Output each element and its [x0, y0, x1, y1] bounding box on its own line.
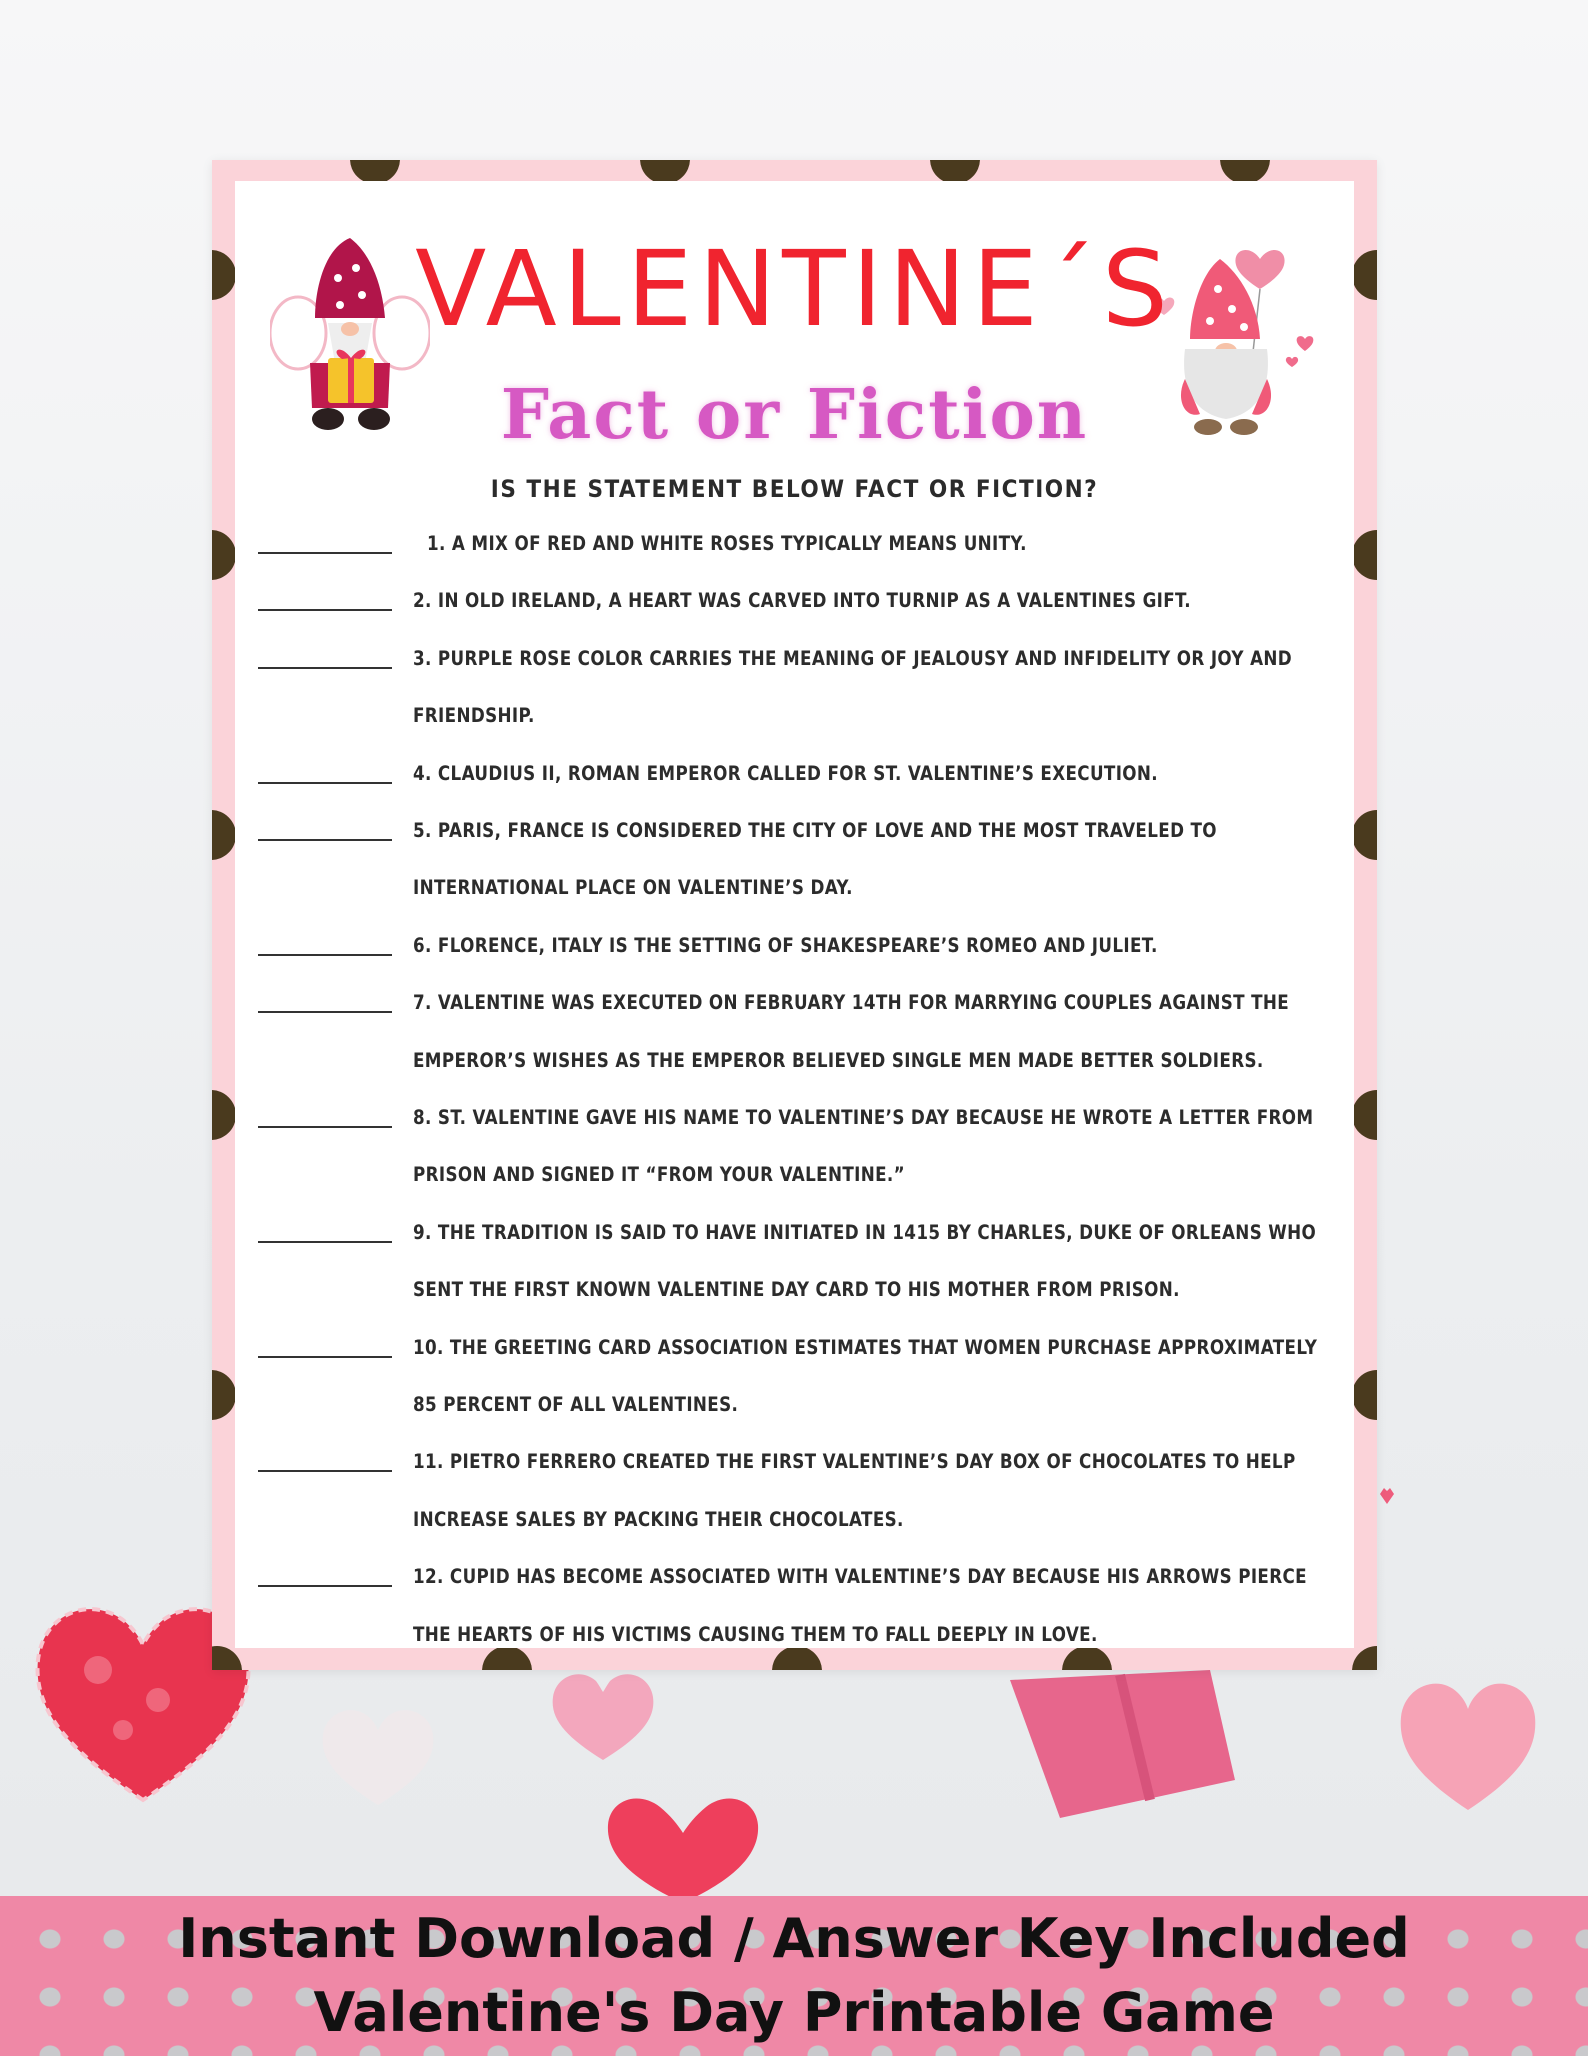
question-text: 12. CUPID HAS BECOME ASSOCIATED WITH VALENTINE’S DAY BECAUSE HIS ARROWS PIERCE	[413, 1565, 1307, 1589]
candy-heart-icon	[318, 1700, 438, 1810]
question-text: 85 PERCENT OF ALL VALENTINES.	[413, 1393, 739, 1416]
question-text: 5. PARIS, FRANCE IS CONSIDERED THE CITY OF LOVE AND THE MOST TRAVELED TO	[413, 819, 1217, 842]
question-text: 11. PIETRO FERRERO CREATED THE FIRST VALENTINE’S DAY BOX OF CHOCOLATES TO HELP	[413, 1450, 1296, 1474]
question-text: INCREASE SALES BY PACKING THEIR CHOCOLATES.	[413, 1507, 904, 1531]
answer-blank[interactable]	[258, 954, 392, 956]
answer-blank[interactable]	[258, 1470, 392, 1472]
question-text: 8. ST. VALENTINE GAVE HIS NAME TO VALENTINE’S DAY BECAUSE HE WROTE A LETTER FROM	[413, 1106, 1314, 1129]
worksheet-content	[235, 181, 1354, 1648]
border-dot	[482, 1646, 532, 1670]
candy-heart-icon	[1380, 1488, 1394, 1504]
border-dot	[212, 1646, 242, 1670]
question-text: EMPEROR’S WISHES AS THE EMPEROR BELIEVED SINGLE MEN MADE BETTER SOLDIERS.	[413, 1048, 1264, 1072]
worksheet-instruction: IS THE STATEMENT BELOW FACT OR FICTION?	[490, 475, 1099, 503]
question-text: 3. PURPLE ROSE COLOR CARRIES THE MEANING OF JEALOUSY AND INFIDELITY OR JOY AND	[413, 646, 1293, 670]
gift-box-icon	[1000, 1670, 1240, 1820]
answer-blank[interactable]	[258, 1011, 392, 1013]
border-dot	[1352, 1370, 1377, 1420]
worksheet-sheet	[212, 160, 1377, 1670]
question-text: FRIENDSHIP.	[413, 704, 535, 728]
question-text: SENT THE FIRST KNOWN VALENTINE DAY CARD TO HIS MOTHER FROM PRISON.	[413, 1278, 1180, 1302]
border-dot	[212, 1090, 236, 1140]
border-dot	[1062, 1646, 1112, 1670]
question-text: 10. THE GREETING CARD ASSOCIATION ESTIMATES THAT WOMEN PURCHASE APPROXIMATELY	[413, 1335, 1318, 1359]
question-list	[235, 181, 1354, 1648]
border-dot	[1352, 250, 1377, 300]
felt-heart-icon	[598, 1785, 768, 1905]
border-dot	[1352, 1646, 1377, 1670]
border-dot	[212, 810, 236, 860]
border-dot	[1352, 1090, 1377, 1140]
question-text: 2. IN OLD IRELAND, A HEART WAS CARVED INTO TURNIP AS A VALENTINES GIFT.	[413, 589, 1192, 613]
question-text: 1. A MIX OF RED AND WHITE ROSES TYPICALLY MEANS UNITY.	[427, 532, 1027, 555]
question-text: 6. FLORENCE, ITALY IS THE SETTING OF SHAKESPEARE’S ROMEO AND JULIET.	[413, 933, 1158, 957]
answer-blank[interactable]	[258, 1241, 392, 1243]
candy-heart-icon	[1393, 1665, 1543, 1815]
answer-blank[interactable]	[258, 552, 392, 554]
answer-blank[interactable]	[258, 782, 392, 784]
question-text: INTERNATIONAL PLACE ON VALENTINE’S DAY.	[413, 876, 853, 900]
border-dot	[212, 1370, 236, 1420]
banner-line-2: Valentine's Day Printable Game	[313, 1981, 1275, 2044]
border-dot	[212, 250, 236, 300]
question-text: 9. THE TRADITION IS SAID TO HAVE INITIATED IN 1415 BY CHARLES, DUKE OF ORLEANS WHO	[413, 1220, 1317, 1244]
answer-blank[interactable]	[258, 609, 392, 611]
border-dot	[772, 1646, 822, 1670]
answer-blank[interactable]	[258, 1585, 392, 1587]
worksheet-subtitle: Fact or Fiction	[500, 375, 1089, 455]
promo-banner	[0, 1896, 1588, 2056]
border-dot	[212, 530, 236, 580]
answer-blank[interactable]	[258, 1126, 392, 1128]
question-text: 4. CLAUDIUS II, ROMAN EMPEROR CALLED FOR ST. VALENTINE’S EXECUTION.	[413, 761, 1158, 785]
banner-line-1: Instant Download / Answer Key Included	[178, 1907, 1410, 1970]
question-text: 7. VALENTINE WAS EXECUTED ON FEBRUARY 14TH FOR MARRYING COUPLES AGAINST THE	[413, 991, 1290, 1015]
answer-blank[interactable]	[258, 1356, 392, 1358]
candy-heart-icon	[548, 1665, 658, 1765]
answer-blank[interactable]	[258, 839, 392, 841]
question-text: PRISON AND SIGNED IT “FROM YOUR VALENTINE.”	[413, 1163, 905, 1187]
border-dot	[1352, 810, 1377, 860]
border-dot	[1352, 530, 1377, 580]
answer-blank[interactable]	[258, 667, 392, 669]
worksheet-title: VALENTINE´S	[415, 228, 1174, 350]
question-text: THE HEARTS OF HIS VICTIMS CAUSING THEM TO FALL DEEPLY IN LOVE.	[413, 1622, 1098, 1646]
